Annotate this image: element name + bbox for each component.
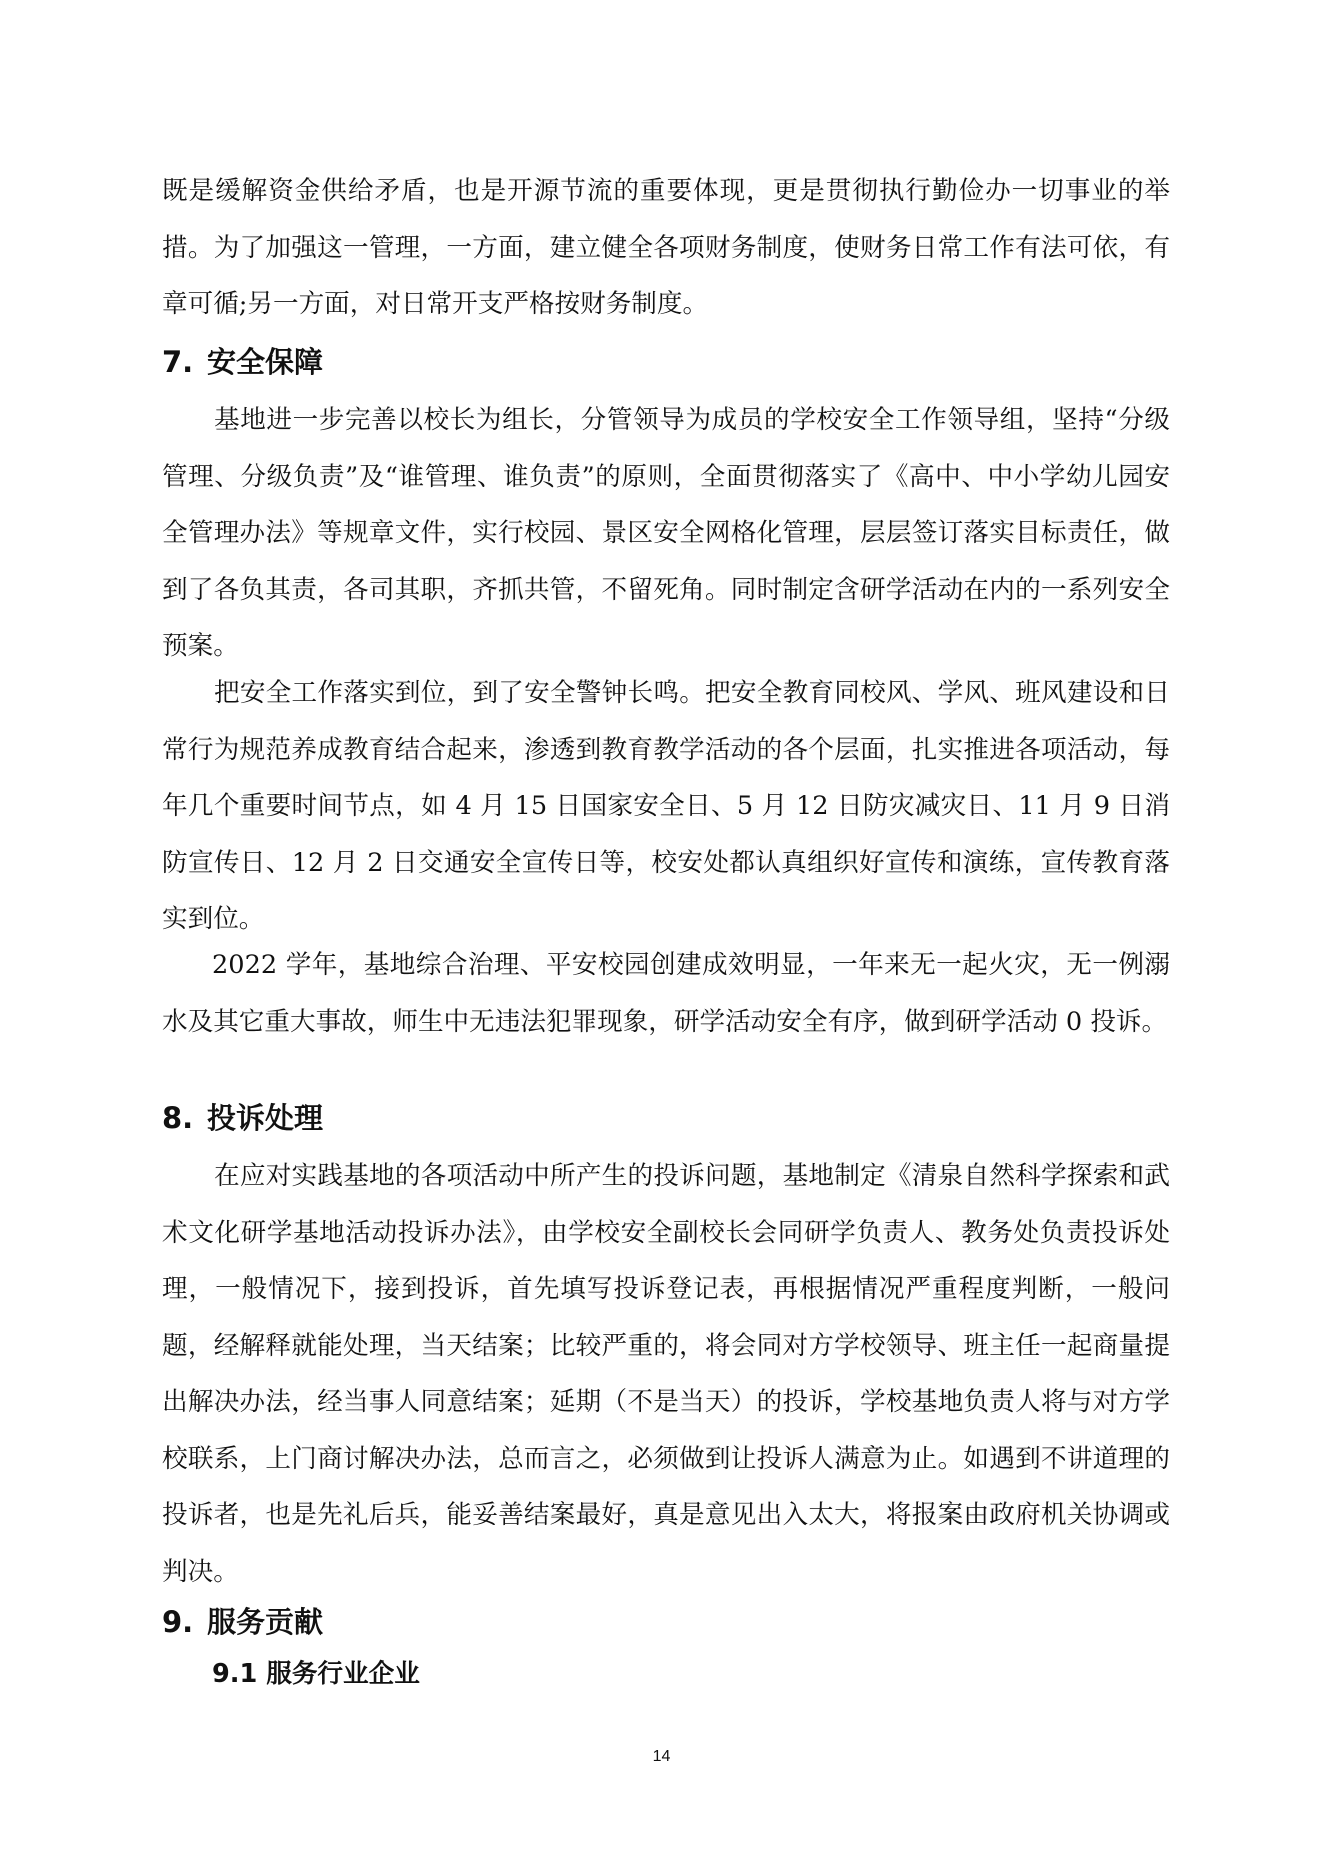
paragraph-safety-1: 基地进一步完善以校长为组长，分管领导为成员的学校安全工作领导组，坚持“分级管理、分级负责”及“谁管理、谁负责”的原则，全面贯彻落实了《高中、中小学幼儿园安全管理办法》等规章文件，实行校园、景区安全网格化管理，层层签订落实目标责任，做到了各负其责，各司其职，齐抓共管，不留死角。同时制定含研学活动在内的一系列安全预案。 bbox=[162, 405, 1170, 661]
section-heading-9 bbox=[162, 1602, 323, 1642]
section-heading-7 bbox=[162, 342, 323, 382]
section-title: 服务贡献 bbox=[207, 1605, 324, 1639]
section-number: 8. bbox=[162, 1101, 194, 1135]
section-title: 安全保障 bbox=[207, 345, 324, 379]
section-number: 9. bbox=[162, 1605, 194, 1639]
paragraph-safety-2: 把安全工作落实到位，到了安全警钟长鸣。把安全教育同校风、学风、班风建设和日常行为规范养成教育结合起来，渗透到教育教学活动的各个层面，扎实推进各项活动，每年几个重要时间节点，如 4 月 15 日国家安全日、5 月 12 日防灾减灾日、11 月 9 日消防宣传日、12 月 2 日交通安全宣传日等，校安处都认真组织好宣传和演练，宣传教育落实到位。 bbox=[162, 678, 1170, 934]
paragraph-safety-3: 2022 学年，基地综合治理、平安校园创建成效明显，一年来无一起火灾，无一例溺水及其它重大事故，师生中无违法犯罪现象，研学活动安全有序，做到研学活动 0 投诉。 bbox=[162, 950, 1170, 1037]
paragraph-intro: 既是缓解资金供给矛盾，也是开源节流的重要体现，更是贯彻执行勤俭办一切事业的举措。为了加强这一管理，一方面，建立健全各项财务制度，使财务日常工作有法可依，有章可循;另一方面，对日常开支严格按财务制度。 bbox=[162, 176, 1170, 319]
section-heading-8 bbox=[162, 1098, 323, 1138]
paragraph-complaints: 在应对实践基地的各项活动中所产生的投诉问题，基地制定《清泉自然科学探索和武术文化研学基地活动投诉办法》，由学校安全副校长会同研学负责人、教务处负责投诉处理，一般情况下，接到投诉，首先填写投诉登记表，再根据情况严重程度判断，一般问题，经解释就能处理，当天结案；比较严重的，将会同对方学校领导、班主任一起商量提出解决办法，经当事人同意结案；延期（不是当天）的投诉，学校基地负责人将与对方学校联系，上门商讨解决办法，总而言之，必须做到让投诉人满意为止。如遇到不讲道理的投诉者，也是先礼后兵，能妥善结案最好，真是意见出入太大，将报案由政府机关协调或判决。 bbox=[162, 1161, 1170, 1587]
page-number: 14 bbox=[652, 1748, 671, 1765]
section-title: 投诉处理 bbox=[207, 1101, 324, 1135]
section-number: 7. bbox=[162, 345, 194, 379]
subsection-heading-9-1: 9.1 服务行业企业 bbox=[212, 1659, 420, 1689]
